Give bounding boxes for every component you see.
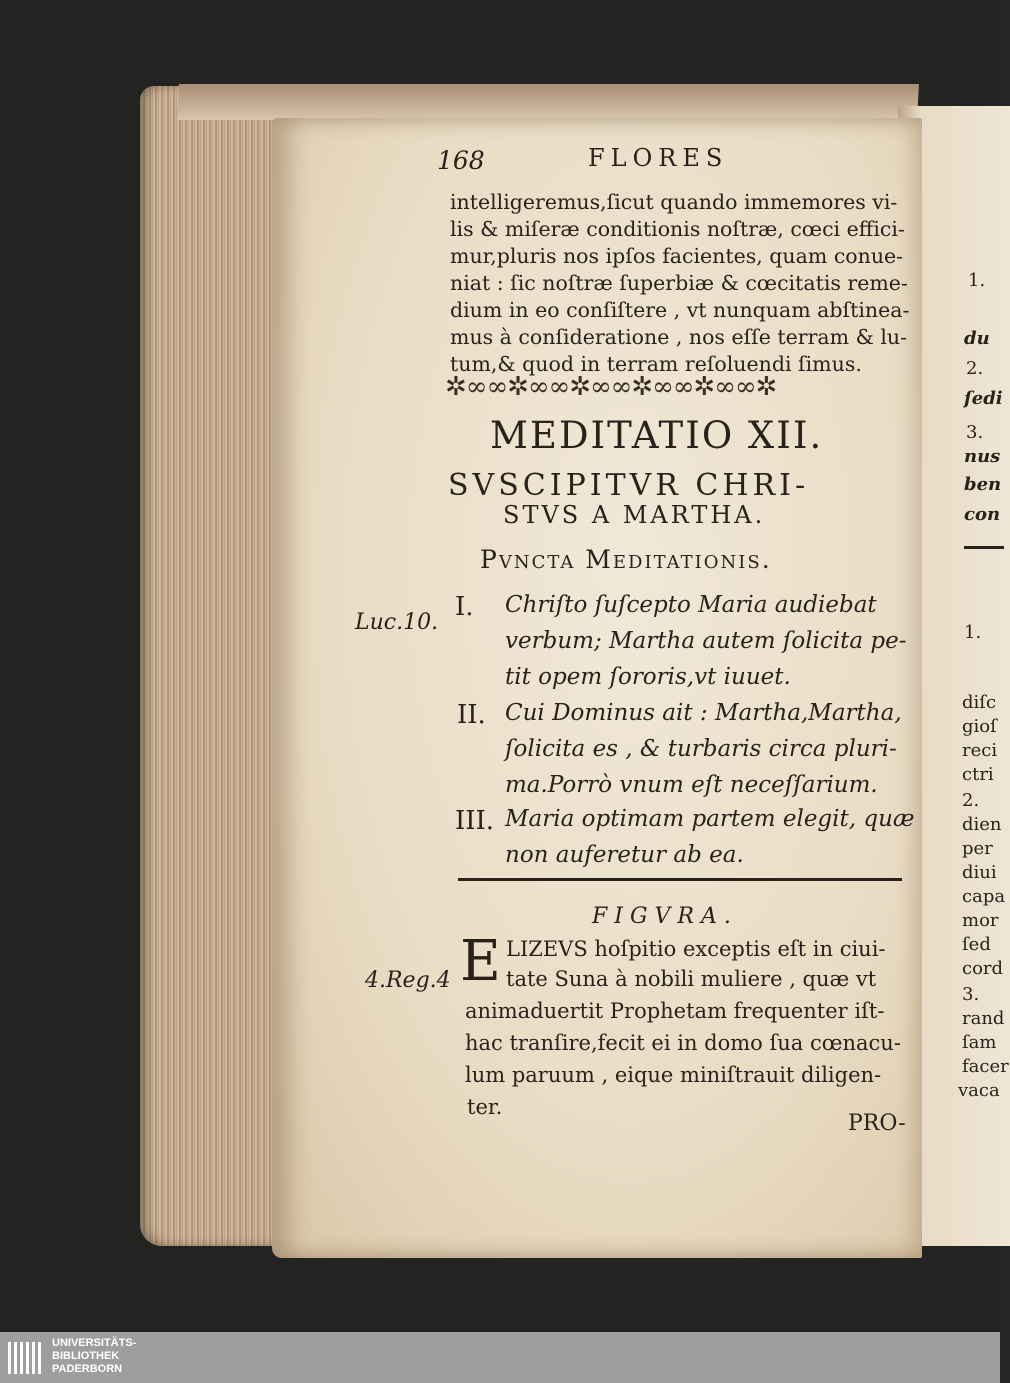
figura-line: hac tranſire,fecit ei in domo ſua cœnacu- — [465, 1031, 901, 1055]
logo-line: BIBLIOTHEK — [52, 1350, 120, 1362]
punctum-line: Maria optimam partem elegit, quæ — [505, 806, 915, 832]
right-fragment: 2. — [962, 790, 980, 811]
right-fragment: ſed — [962, 934, 991, 955]
library-logo-text — [52, 1337, 136, 1376]
body-line: dium in eo conſiſtere , vt nunquam abſtinea- — [450, 298, 910, 322]
right-fragment: dien — [962, 814, 1002, 835]
right-fragment: mor — [962, 910, 999, 931]
ornamental-band: ✲∞∞✲∞∞✲∞∞✲∞∞✲∞∞✲ — [445, 372, 777, 402]
punctum-line: verbum; Martha autem ſolicita pe- — [505, 628, 907, 654]
right-fragment: per — [962, 838, 993, 859]
right-fragment: capa — [962, 886, 1006, 907]
right-fragment: gioſ — [962, 716, 997, 737]
section-rule — [458, 878, 902, 881]
right-fragment: nus — [964, 446, 1001, 467]
page-number: 168 — [437, 146, 485, 175]
book-cover-top-edge — [177, 84, 919, 120]
figura-line: animaduertit Prophetam frequenter iſt- — [465, 999, 885, 1023]
figura-line: lum paruum , eique miniſtrauit diligen- — [465, 1063, 882, 1087]
right-fragment: diui — [962, 862, 997, 883]
meditation-title: MEDITATIO XII. — [490, 414, 824, 457]
right-rule — [964, 546, 1004, 549]
punctum-numeral: II. — [457, 700, 486, 730]
figura-heading: FIGVRA. — [592, 904, 738, 929]
drop-cap: E — [460, 929, 501, 994]
logo-line: UNIVERSITÄTS- — [52, 1337, 137, 1349]
right-fragment: reci — [962, 740, 998, 761]
right-number: 3. — [966, 422, 984, 443]
logo-line: PADERBORN — [52, 1363, 123, 1375]
margin-reference-reg: 4.Reg.4 — [365, 968, 451, 993]
body-line: niat : ſic noſtræ ſuperbiæ & cœcitatis reme- — [450, 271, 908, 295]
right-fragment: cord — [962, 958, 1004, 979]
figura-line: tate Suna à nobili muliere , quæ vt — [506, 967, 877, 991]
right-fragment: diſc — [962, 692, 997, 713]
catchword: PRO- — [848, 1111, 906, 1136]
right-fragment: ſam — [962, 1032, 997, 1053]
punctum-line: ſolicita es , & turbaris circa pluri- — [505, 736, 897, 762]
body-line: lis & miſeræ conditionis noſtræ, cœci effici- — [450, 217, 905, 241]
right-fragment: ſedi — [964, 388, 1003, 409]
body-line: mus à conſideratione , nos eſſe terram & lu- — [450, 325, 908, 349]
body-line: intelligeremus,ſicut quando immemores vi- — [450, 190, 898, 214]
meditation-subtitle-line2: STVS A MARTHA. — [503, 501, 766, 529]
right-fragment: rand — [962, 1008, 1005, 1029]
right-fragment: facer — [962, 1056, 1009, 1077]
right-fragment: du — [964, 328, 990, 349]
right-fragment: 3. — [962, 984, 980, 1005]
figura-line: ter. — [467, 1095, 503, 1119]
right-number: 1. — [968, 270, 986, 291]
right-fragment: ben — [964, 474, 1002, 495]
punctum-line: ma.Porrò vnum eſt neceſſarium. — [505, 772, 878, 798]
meditation-subtitle-line1: SVSCIPITVR CHRI- — [448, 468, 810, 503]
running-head: FLORES — [588, 144, 729, 172]
punctum-numeral: I. — [455, 592, 474, 622]
footer-bar — [0, 1332, 1000, 1383]
body-line: tum,& quod in terram reſoluendi ſimus. — [450, 352, 862, 376]
puncta-heading: Pvncta Meditationis. — [480, 545, 772, 574]
body-line: mur,pluris nos ipſos facientes, quam conue- — [450, 244, 904, 268]
right-fragment: con — [964, 504, 1001, 525]
figura-line: LIZEVS hoſpitio exceptis eſt in ciui- — [506, 937, 886, 961]
right-number: 2. — [966, 358, 984, 379]
punctum-line: non auferetur ab ea. — [505, 842, 744, 868]
punctum-line: Cui Dominus ait : Martha,Martha, — [505, 700, 902, 726]
punctum-line: Chriſto ſuſcepto Maria audiebat — [505, 592, 877, 618]
right-number: 1. — [964, 622, 982, 643]
right-fragment: vaca — [958, 1080, 1000, 1101]
right-fragment: ctri — [962, 764, 994, 785]
library-logo-icon — [6, 1338, 46, 1378]
punctum-line: tit opem ſororis,vt iuuet. — [505, 664, 791, 690]
margin-reference-luc: Luc.10. — [355, 610, 439, 635]
punctum-numeral: III. — [455, 806, 495, 836]
